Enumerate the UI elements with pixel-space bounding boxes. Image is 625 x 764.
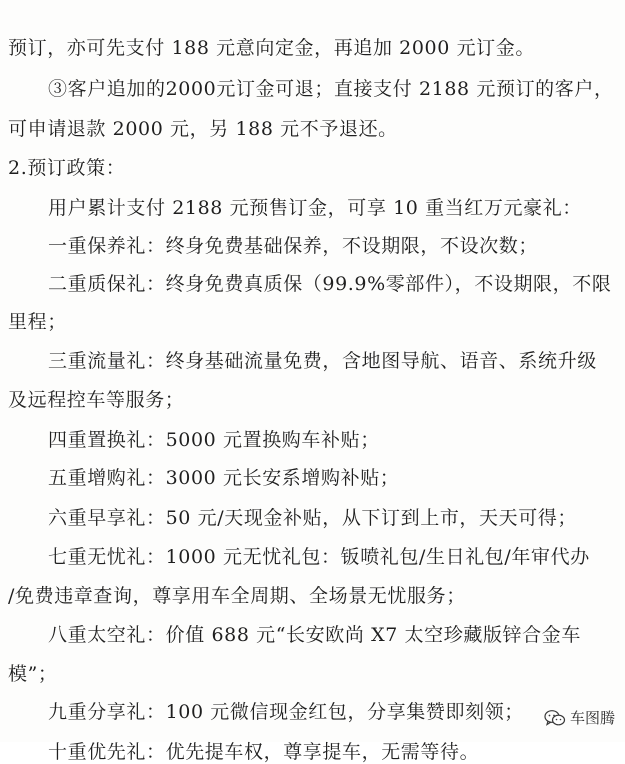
text-line: 可申请退款 2000 元，另 188 元不予退还。 [8, 118, 398, 140]
gift-item: 九重分享礼：100 元微信现金红包，分享集赞即刻领； [48, 701, 524, 723]
text-line: 用户累计支付 2188 元预售订金，可享 10 重当红万元豪礼： [48, 197, 582, 219]
section-heading: 2.预订政策： [8, 157, 126, 179]
text-line: 及远程控车等服务； [8, 389, 185, 411]
text-line: 模”； [8, 663, 58, 685]
gift-item: 四重置换礼：5000 元置换购车补贴； [48, 429, 380, 451]
wechat-icon [544, 709, 566, 727]
text-line: 里程； [8, 311, 67, 333]
gift-item: 三重流量礼：终身基础流量免费，含地图导航、语音、系统升级 [48, 350, 597, 372]
gift-item: 一重保养礼：终身免费基础保养，不设期限，不设次数； [48, 235, 539, 257]
gift-item: 六重早享礼：50 元/天现金补贴，从下订到上市，天天可得； [48, 507, 578, 529]
gift-item: 五重增购礼：3000 元长安系增购补贴； [48, 467, 400, 489]
gift-item: 十重优先礼：优先提车权，尊享提车，无需等待。 [48, 741, 480, 763]
gift-item: 七重无忧礼：1000 元无忧礼包：钣喷礼包/生日礼包/年审代办 [48, 546, 590, 568]
text-line: 预订，亦可先支付 188 元意向定金，再追加 2000 元订金。 [8, 37, 535, 59]
gift-item: 八重太空礼：价值 688 元“长安欧尚 X7 太空珍藏版锌合金车 [48, 624, 581, 646]
watermark [544, 707, 615, 728]
watermark-text: 车图腾 [569, 709, 615, 727]
gift-item: 二重质保礼：终身免费真质保（99.9%零部件），不设期限，不限 [48, 273, 612, 295]
text-line: /免费违章查询，尊享用车全周期、全场景无忧服务； [8, 585, 466, 607]
text-line: ③客户追加的2000元订金可退；直接支付 2188 元预订的客户， [48, 78, 614, 100]
